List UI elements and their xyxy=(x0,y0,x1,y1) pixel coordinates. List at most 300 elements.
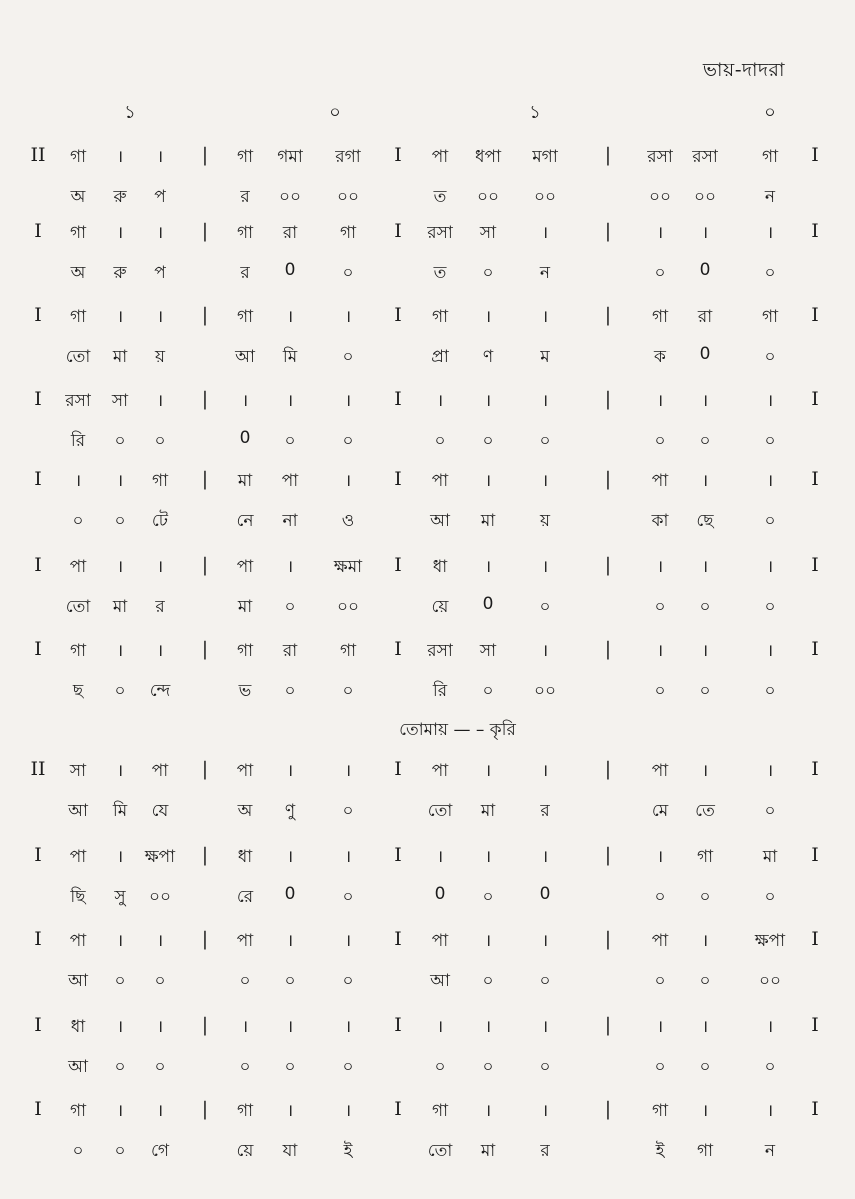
start-bar: II xyxy=(30,758,46,780)
notation-row xyxy=(0,838,855,918)
lyric-syllable: ন xyxy=(764,187,776,207)
lyric-syllable: য়ে xyxy=(431,597,449,617)
swara-line xyxy=(0,632,855,672)
swara-line xyxy=(0,752,855,792)
beat-marker: ১ xyxy=(124,102,136,123)
swara: । xyxy=(116,641,124,661)
lyric-syllable: ০ xyxy=(284,681,296,701)
swara: । xyxy=(344,847,352,867)
swara: রসা xyxy=(647,147,673,167)
swara: । xyxy=(541,307,549,327)
swara: । xyxy=(344,1101,352,1121)
swara: । xyxy=(541,641,549,661)
lyric-syllable: ০ xyxy=(654,597,666,617)
end-bar: I xyxy=(811,144,819,166)
beat-marker: ১ xyxy=(529,102,541,123)
lyric-syllable: ০০ xyxy=(148,887,172,907)
swara: । xyxy=(286,847,294,867)
lyric-syllable: মা xyxy=(237,597,253,617)
mid-bar: I xyxy=(394,1014,402,1036)
lyric-syllable: ০ xyxy=(114,511,126,531)
swara: পা xyxy=(431,471,449,491)
lyric-syllable: 0 xyxy=(699,344,711,364)
lyric-line xyxy=(0,878,855,918)
swara: ধা xyxy=(237,847,253,867)
division-bar: | xyxy=(604,928,612,950)
lyric-syllable: তো xyxy=(65,347,91,367)
tala-label: ভায়-দাদরা xyxy=(702,59,785,81)
mid-bar: I xyxy=(394,758,402,780)
lyric-syllable: ছি xyxy=(70,887,86,907)
lyric-syllable: সু xyxy=(114,887,126,907)
lyric-syllable: ০ xyxy=(699,597,711,617)
lyric-syllable: ০০ xyxy=(758,971,782,991)
end-bar: I xyxy=(811,554,819,576)
lyric-syllable: মি xyxy=(282,347,298,367)
swara: । xyxy=(701,761,709,781)
lyric-syllable: ০ xyxy=(654,971,666,991)
swara: । xyxy=(241,391,249,411)
division-bar: | xyxy=(604,220,612,242)
swara: মগা xyxy=(532,147,558,167)
notation-row xyxy=(0,138,855,218)
swara: । xyxy=(541,471,549,491)
swara: । xyxy=(766,1101,774,1121)
end-bar: I xyxy=(811,638,819,660)
division-bar: | xyxy=(604,304,612,326)
lyric-syllable: ০ xyxy=(342,431,354,451)
lyric-line xyxy=(0,792,855,832)
lyric-syllable: ন xyxy=(539,263,551,283)
lyric-syllable: ০ xyxy=(764,431,776,451)
swara-line xyxy=(0,462,855,502)
notation-row xyxy=(0,214,855,294)
lyric-syllable: ০ xyxy=(654,681,666,701)
swara-line xyxy=(0,1008,855,1048)
lyric-syllable: তো xyxy=(427,801,453,821)
beat-marker: ০ xyxy=(764,102,776,123)
beat-markers xyxy=(0,98,855,128)
swara: । xyxy=(701,471,709,491)
lyric-line xyxy=(0,588,855,628)
swara: । xyxy=(701,931,709,951)
lyric-syllable: ০০ xyxy=(648,187,672,207)
swara-line xyxy=(0,138,855,178)
swara: । xyxy=(766,223,774,243)
division-bar: | xyxy=(604,388,612,410)
lyric-syllable: ০ xyxy=(482,681,494,701)
swara: রগা xyxy=(335,147,361,167)
lyric-syllable: রি xyxy=(70,431,86,451)
swara: গা xyxy=(236,307,254,327)
lyric-syllable: গে xyxy=(150,1141,170,1161)
swara-line xyxy=(0,298,855,338)
end-bar: I xyxy=(811,304,819,326)
lyric-syllable: ০ xyxy=(434,1057,446,1077)
division-bar: | xyxy=(201,638,209,660)
lyric-syllable: অ xyxy=(237,801,253,821)
lyric-syllable: ০ xyxy=(154,971,166,991)
swara: । xyxy=(541,557,549,577)
swara: । xyxy=(344,471,352,491)
lyric-line xyxy=(0,1132,855,1172)
start-bar: I xyxy=(34,638,42,660)
start-bar: I xyxy=(34,928,42,950)
lyric-syllable: 0 xyxy=(482,594,494,614)
beat-marker: ০ xyxy=(329,102,341,123)
lyric-syllable: ০ xyxy=(284,431,296,451)
lyric-syllable: ভ xyxy=(238,681,252,701)
swara: সা xyxy=(479,641,497,661)
lyric-syllable: ০ xyxy=(764,263,776,283)
notation-row xyxy=(0,752,855,832)
lyric-syllable: য় xyxy=(154,347,166,367)
swara: । xyxy=(74,471,82,491)
lyric-syllable: ০ xyxy=(239,971,251,991)
swara: রা xyxy=(282,641,298,661)
lyric-syllable: অ xyxy=(70,187,86,207)
end-bar: I xyxy=(811,388,819,410)
swara: । xyxy=(241,1017,249,1037)
swara: । xyxy=(116,307,124,327)
notation-row xyxy=(0,632,855,712)
lyric-syllable: ০ xyxy=(699,1057,711,1077)
start-bar: I xyxy=(34,388,42,410)
swara: । xyxy=(116,761,124,781)
lyric-syllable: আ xyxy=(235,347,255,367)
lyric-syllable: 0 xyxy=(239,428,251,448)
swara: মা xyxy=(237,471,253,491)
swara: পা xyxy=(431,761,449,781)
lyric-syllable: ০ xyxy=(342,681,354,701)
swara: গা xyxy=(69,307,87,327)
mid-bar: I xyxy=(394,928,402,950)
lyric-syllable: ০ xyxy=(342,887,354,907)
division-bar: | xyxy=(201,144,209,166)
end-bar: I xyxy=(811,1014,819,1036)
lyric-syllable: ০ xyxy=(764,1057,776,1077)
swara: গা xyxy=(236,223,254,243)
lyric-line xyxy=(0,178,855,218)
lyric-syllable: ০০ xyxy=(278,187,302,207)
lyric-syllable: গা xyxy=(696,1141,714,1161)
lyric-line xyxy=(0,502,855,542)
notation-row xyxy=(0,548,855,628)
division-bar: | xyxy=(604,1098,612,1120)
swara: । xyxy=(484,307,492,327)
mid-bar: I xyxy=(394,144,402,166)
swara: । xyxy=(766,641,774,661)
lyric-syllable: রু xyxy=(113,187,127,207)
lyric-syllable: ০ xyxy=(342,1057,354,1077)
end-bar: I xyxy=(811,758,819,780)
swara: । xyxy=(436,391,444,411)
lyric-syllable: র xyxy=(155,597,165,617)
swara: । xyxy=(484,471,492,491)
lyric-syllable: আ xyxy=(430,511,450,531)
swara-line xyxy=(0,214,855,254)
swara: গা xyxy=(696,847,714,867)
lyric-syllable: ই xyxy=(343,1141,353,1161)
swara: ক্ষপা xyxy=(144,847,176,867)
start-bar: I xyxy=(34,304,42,326)
lyric-syllable: ০ xyxy=(284,971,296,991)
swara: । xyxy=(116,471,124,491)
swara-line xyxy=(0,922,855,962)
lyric-syllable: ০ xyxy=(154,1057,166,1077)
lyric-syllable: ম xyxy=(540,347,550,367)
division-bar: | xyxy=(201,928,209,950)
swara: গা xyxy=(69,147,87,167)
swara: ধা xyxy=(70,1017,86,1037)
end-bar: I xyxy=(811,844,819,866)
swara: গমা xyxy=(277,147,303,167)
swara: গা xyxy=(236,1101,254,1121)
swara: সা xyxy=(69,761,87,781)
swara: । xyxy=(116,1101,124,1121)
lyric-syllable: ০ xyxy=(699,681,711,701)
swara-line xyxy=(0,838,855,878)
lyric-syllable: ০০ xyxy=(693,187,717,207)
swara: । xyxy=(656,223,664,243)
lyric-syllable: যা xyxy=(282,1141,298,1161)
lyric-syllable: প xyxy=(154,263,166,283)
swara: । xyxy=(766,761,774,781)
swara: রসা xyxy=(65,391,91,411)
lyric-syllable: ০০ xyxy=(336,187,360,207)
lyric-syllable: ০ xyxy=(482,887,494,907)
swara: । xyxy=(116,1017,124,1037)
swara-line xyxy=(0,548,855,588)
start-bar: I xyxy=(34,1098,42,1120)
lyric-syllable: ০ xyxy=(284,597,296,617)
swara: । xyxy=(286,1017,294,1037)
swara: পা xyxy=(236,931,254,951)
lyric-syllable: ০ xyxy=(654,887,666,907)
lyric-syllable: ০ xyxy=(342,263,354,283)
swara: । xyxy=(286,931,294,951)
lyric-syllable: না xyxy=(282,511,298,531)
swara: । xyxy=(484,1017,492,1037)
notation-row xyxy=(0,922,855,1002)
swara: । xyxy=(286,761,294,781)
lyric-syllable: য় xyxy=(539,511,551,531)
lyric-syllable: রে xyxy=(236,887,254,907)
lyric-syllable: আ xyxy=(430,971,450,991)
division-bar: | xyxy=(201,554,209,576)
swara: ক্ষপা xyxy=(754,931,786,951)
division-bar: | xyxy=(604,554,612,576)
lyric-syllable: মা xyxy=(112,347,128,367)
swara: । xyxy=(156,641,164,661)
division-bar: | xyxy=(604,844,612,866)
division-bar: | xyxy=(201,844,209,866)
swara: । xyxy=(656,557,664,577)
lyric-syllable: ০ xyxy=(539,1057,551,1077)
lyric-syllable: কা xyxy=(651,511,669,531)
lyric-line xyxy=(0,962,855,1002)
swara: । xyxy=(156,307,164,327)
lyric-syllable: 0 xyxy=(284,884,296,904)
end-bar: I xyxy=(811,468,819,490)
division-bar: | xyxy=(201,304,209,326)
lyric-syllable: ০ xyxy=(72,1141,84,1161)
lyric-line xyxy=(0,254,855,294)
swara: । xyxy=(656,391,664,411)
lyric-syllable: ০ xyxy=(114,1057,126,1077)
mid-bar: I xyxy=(394,304,402,326)
end-bar: I xyxy=(811,220,819,242)
lyric-syllable: আ xyxy=(68,801,88,821)
mid-bar: I xyxy=(394,638,402,660)
swara: মা xyxy=(762,847,778,867)
mid-bar: I xyxy=(394,554,402,576)
swara: । xyxy=(344,761,352,781)
lyric-syllable: মে xyxy=(651,801,669,821)
swara: । xyxy=(484,931,492,951)
lyric-syllable: মা xyxy=(112,597,128,617)
lyric-syllable: ক xyxy=(654,347,666,367)
swara: গা xyxy=(761,307,779,327)
division-bar: | xyxy=(201,468,209,490)
lyric-syllable: ০ xyxy=(699,971,711,991)
swara: পা xyxy=(69,847,87,867)
lyric-syllable: ণু xyxy=(284,801,296,821)
swara: । xyxy=(436,847,444,867)
lyric-syllable: রু xyxy=(113,263,127,283)
swara: সা xyxy=(111,391,129,411)
lyric-syllable: ০ xyxy=(434,431,446,451)
swara: । xyxy=(344,307,352,327)
lyric-syllable: 0 xyxy=(284,260,296,280)
lyric-syllable: র xyxy=(240,263,250,283)
swara: গা xyxy=(431,307,449,327)
lyric-syllable: ০ xyxy=(764,681,776,701)
lyric-syllable: 0 xyxy=(539,884,551,904)
interlude-text: তোমায় — – কৃরি xyxy=(399,720,516,740)
swara: । xyxy=(766,1017,774,1037)
swara: । xyxy=(286,1101,294,1121)
lyric-syllable: মি xyxy=(112,801,128,821)
lyric-syllable: ০ xyxy=(154,431,166,451)
lyric-syllable: মা xyxy=(480,1141,496,1161)
swara: ক্ষমা xyxy=(333,557,363,577)
swara: গা xyxy=(69,223,87,243)
lyric-syllable: ০ xyxy=(482,263,494,283)
start-bar: I xyxy=(34,844,42,866)
swara: । xyxy=(344,391,352,411)
swara: । xyxy=(156,557,164,577)
swara: । xyxy=(156,931,164,951)
lyric-syllable: ০ xyxy=(482,971,494,991)
swara-line xyxy=(0,382,855,422)
lyric-syllable: টে xyxy=(151,511,169,531)
end-bar: I xyxy=(811,928,819,950)
lyric-syllable: ০ xyxy=(764,887,776,907)
end-bar: I xyxy=(811,1098,819,1120)
lyric-syllable: মা xyxy=(480,511,496,531)
swara: গা xyxy=(339,223,357,243)
swara: । xyxy=(484,1101,492,1121)
lyric-syllable: প xyxy=(154,187,166,207)
lyric-syllable: ন্দে xyxy=(149,681,171,701)
swara: রা xyxy=(282,223,298,243)
swara: । xyxy=(701,1101,709,1121)
lyric-syllable: অ xyxy=(70,263,86,283)
swara: । xyxy=(701,391,709,411)
swara: পা xyxy=(236,761,254,781)
lyric-syllable: ০ xyxy=(482,431,494,451)
lyric-syllable: ০ xyxy=(699,431,711,451)
swara: গা xyxy=(69,641,87,661)
lyric-line xyxy=(0,1048,855,1088)
start-bar: I xyxy=(34,1014,42,1036)
swara: । xyxy=(541,761,549,781)
swara: । xyxy=(701,641,709,661)
lyric-syllable: ০ xyxy=(342,347,354,367)
lyric-syllable: র xyxy=(240,187,250,207)
start-bar: II xyxy=(30,144,46,166)
lyric-syllable: আ xyxy=(68,1057,88,1077)
swara: । xyxy=(541,931,549,951)
swara: পা xyxy=(151,761,169,781)
swara: । xyxy=(484,761,492,781)
lyric-syllable: ই xyxy=(655,1141,665,1161)
notation-row xyxy=(0,1008,855,1088)
swara: । xyxy=(656,847,664,867)
start-bar: I xyxy=(34,220,42,242)
start-bar: I xyxy=(34,554,42,576)
swara: গা xyxy=(651,307,669,327)
lyric-syllable: 0 xyxy=(434,884,446,904)
swara: সা xyxy=(479,223,497,243)
lyric-line xyxy=(0,422,855,462)
lyric-syllable: ০ xyxy=(699,887,711,907)
swara: পা xyxy=(431,931,449,951)
swara: । xyxy=(286,391,294,411)
lyric-syllable: ০ xyxy=(482,1057,494,1077)
mid-bar: I xyxy=(394,468,402,490)
swara: । xyxy=(156,391,164,411)
lyric-syllable: ছে xyxy=(696,511,714,531)
swara: । xyxy=(116,223,124,243)
swara: পা xyxy=(69,557,87,577)
swara: গা xyxy=(339,641,357,661)
swara: ধা xyxy=(432,557,448,577)
swara: । xyxy=(701,557,709,577)
mid-bar: I xyxy=(394,388,402,410)
swara: ধপা xyxy=(475,147,501,167)
swara: গা xyxy=(236,147,254,167)
lyric-syllable: ০০ xyxy=(533,681,557,701)
notation-row xyxy=(0,1092,855,1172)
swara: পা xyxy=(69,931,87,951)
swara: । xyxy=(116,147,124,167)
swara: । xyxy=(116,557,124,577)
lyric-line xyxy=(0,672,855,712)
lyric-syllable: ত xyxy=(433,187,447,207)
lyric-syllable: 0 xyxy=(699,260,711,280)
lyric-line xyxy=(0,338,855,378)
swara: পা xyxy=(236,557,254,577)
swara: গা xyxy=(761,147,779,167)
swara: রসা xyxy=(427,641,453,661)
lyric-syllable: ০ xyxy=(654,263,666,283)
lyric-syllable: র xyxy=(540,1141,550,1161)
swara: । xyxy=(116,931,124,951)
division-bar: | xyxy=(201,1014,209,1036)
swara: । xyxy=(656,1017,664,1037)
